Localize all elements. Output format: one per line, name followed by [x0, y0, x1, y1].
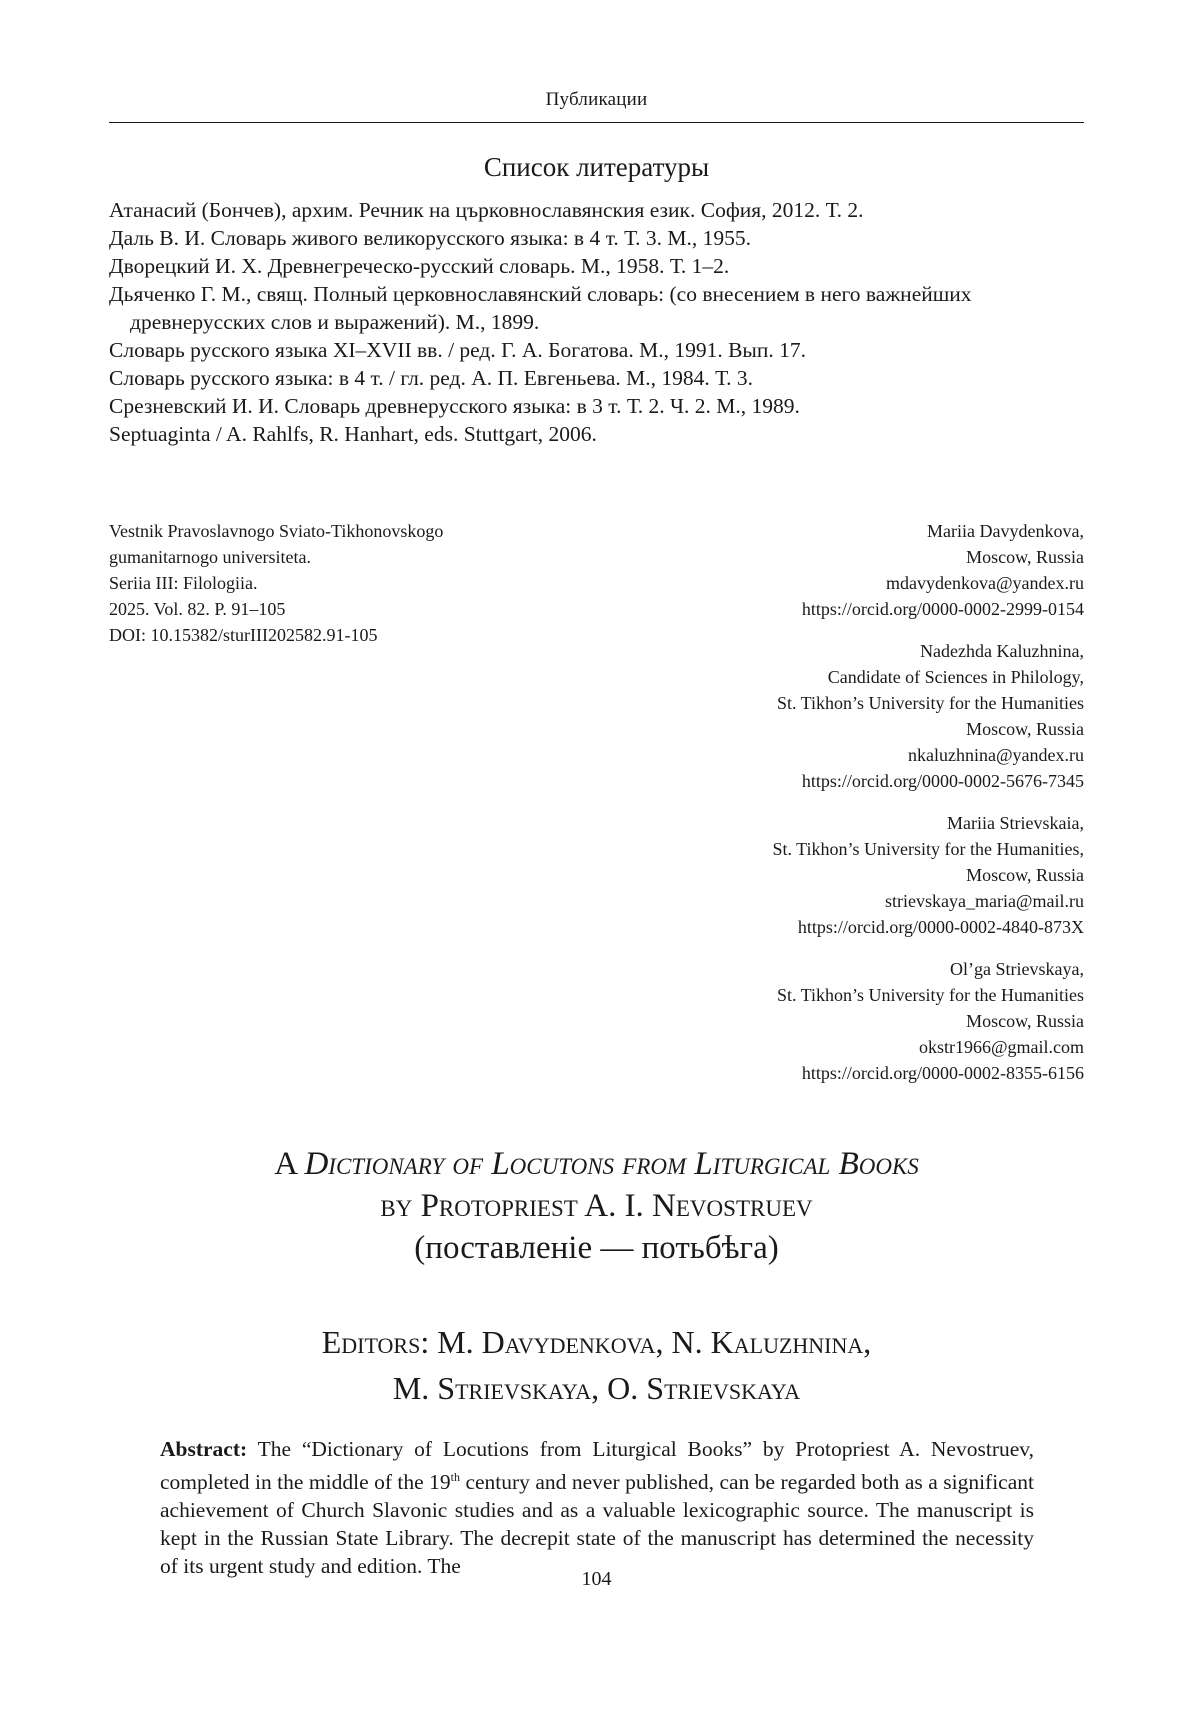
author-name: Mariia Davydenkova,: [564, 518, 1084, 544]
author-location: Moscow, Russia: [564, 1008, 1084, 1034]
journal-name: Vestnik Pravoslavnogo Sviato-Tikhonovskogo: [109, 518, 549, 544]
journal-name-cont: gumanitarnogo universiteta.: [109, 544, 549, 570]
article-title: [109, 1143, 1084, 1269]
editors-block: [109, 1319, 1084, 1411]
author-name: Nadezhda Kaluzhnina,: [564, 638, 1084, 664]
editors-line-1: Editors: M. Davydenkova, N. Kaluzhnina,: [109, 1319, 1084, 1365]
abstract-text-1: The “Dictionary of Locutions from Liturgical Books” by Protopriest A. Nevostruev, completed in the middle of the 19: [160, 1437, 1034, 1494]
reference-item: Даль В. И. Словарь живого великорусского языка: в 4 т. Т. 3. М., 1955.: [109, 224, 1084, 252]
reference-item: Атанасий (Бончев), архим. Речник на църковнославянския език. София, 2012. Т. 2.: [109, 196, 1084, 224]
title-line-1: [109, 1143, 1084, 1185]
reference-item: Словарь русского языка XI–XVII вв. / ред. Г. А. Богатова. М., 1991. Вып. 17.: [109, 336, 1084, 364]
references-title: Список литературы: [109, 152, 1084, 183]
author-orcid: https://orcid.org/0000-0002-8355-6156: [564, 1060, 1084, 1086]
references-list: [109, 196, 1084, 448]
header-rule: [109, 122, 1084, 123]
author-location: Moscow, Russia: [564, 862, 1084, 888]
reference-item: Septuaginta / A. Rahlfs, R. Hanhart, eds. Stuttgart, 2006.: [109, 420, 1084, 448]
author-affiliation: St. Tikhon’s University for the Humanities: [564, 690, 1084, 716]
author-affiliation: St. Tikhon’s University for the Humanities,: [564, 836, 1084, 862]
author-email: mdavydenkova@yandex.ru: [564, 570, 1084, 596]
author-email: strievskaya_maria@mail.ru: [564, 888, 1084, 914]
page-number: 104: [109, 1568, 1084, 1591]
abstract-superscript: th: [451, 1470, 460, 1484]
reference-item: Словарь русского языка: в 4 т. / гл. ред. А. П. Евгеньева. М., 1984. Т. 3.: [109, 364, 1084, 392]
abstract-label: Abstract:: [160, 1437, 247, 1461]
authors-block: [564, 518, 1084, 1102]
author-affiliation: St. Tikhon’s University for the Humanities: [564, 982, 1084, 1008]
author-entry: [564, 810, 1084, 940]
abstract-text-2: century and never published, can be regarded both as a significant achievement of Church Slavonic studies and as a valuable lexicographic source. The manuscript is kept in the Russian State Library. The decrepit state of the manuscript has determined the necessity of its urgent study and edition. The: [160, 1470, 1034, 1578]
author-entry: [564, 638, 1084, 794]
author-name: Mariia Strievskaia,: [564, 810, 1084, 836]
author-location: Moscow, Russia: [564, 544, 1084, 570]
author-orcid: https://orcid.org/0000-0002-2999-0154: [564, 596, 1084, 622]
editors-line-2: M. Strievskaya, O. Strievskaya: [109, 1365, 1084, 1411]
reference-item: Дьяченко Г. М., свящ. Полный церковнославянский словарь: (со внесением в него важнейших древнерусских слов и выражений). М., 1899.: [109, 280, 1084, 336]
journal-page: [0, 0, 1200, 1710]
title-article: A: [274, 1146, 304, 1182]
author-email: okstr1966@gmail.com: [564, 1034, 1084, 1060]
author-email: nkaluzhnina@yandex.ru: [564, 742, 1084, 768]
title-line-3: (поставленіе — потьбѣга): [109, 1227, 1084, 1269]
author-orcid: https://orcid.org/0000-0002-5676-7345: [564, 768, 1084, 794]
journal-series: Seriia III: Filologiia.: [109, 570, 549, 596]
author-degree: Candidate of Sciences in Philology,: [564, 664, 1084, 690]
author-orcid: https://orcid.org/0000-0002-4840-873X: [564, 914, 1084, 940]
running-head: Публикации: [109, 89, 1084, 111]
reference-item: Срезневский И. И. Словарь древнерусского языка: в 3 т. Т. 2. Ч. 2. М., 1989.: [109, 392, 1084, 420]
abstract: [160, 1435, 1034, 1580]
author-location: Moscow, Russia: [564, 716, 1084, 742]
journal-info: [109, 518, 549, 648]
journal-volume: 2025. Vol. 82. P. 91–105: [109, 596, 549, 622]
journal-doi: DOI: 10.15382/sturIII202582.91-105: [109, 622, 549, 648]
author-name: Ol’ga Strievskaya,: [564, 956, 1084, 982]
title-line-2: by Protopriest A. I. Nevostruev: [109, 1185, 1084, 1227]
reference-item: Дворецкий И. Х. Древнегреческо-русский словарь. М., 1958. Т. 1–2.: [109, 252, 1084, 280]
author-entry: [564, 518, 1084, 622]
title-italic: Dictionary of Locutons from Liturgical Books: [304, 1146, 918, 1182]
author-entry: [564, 956, 1084, 1086]
